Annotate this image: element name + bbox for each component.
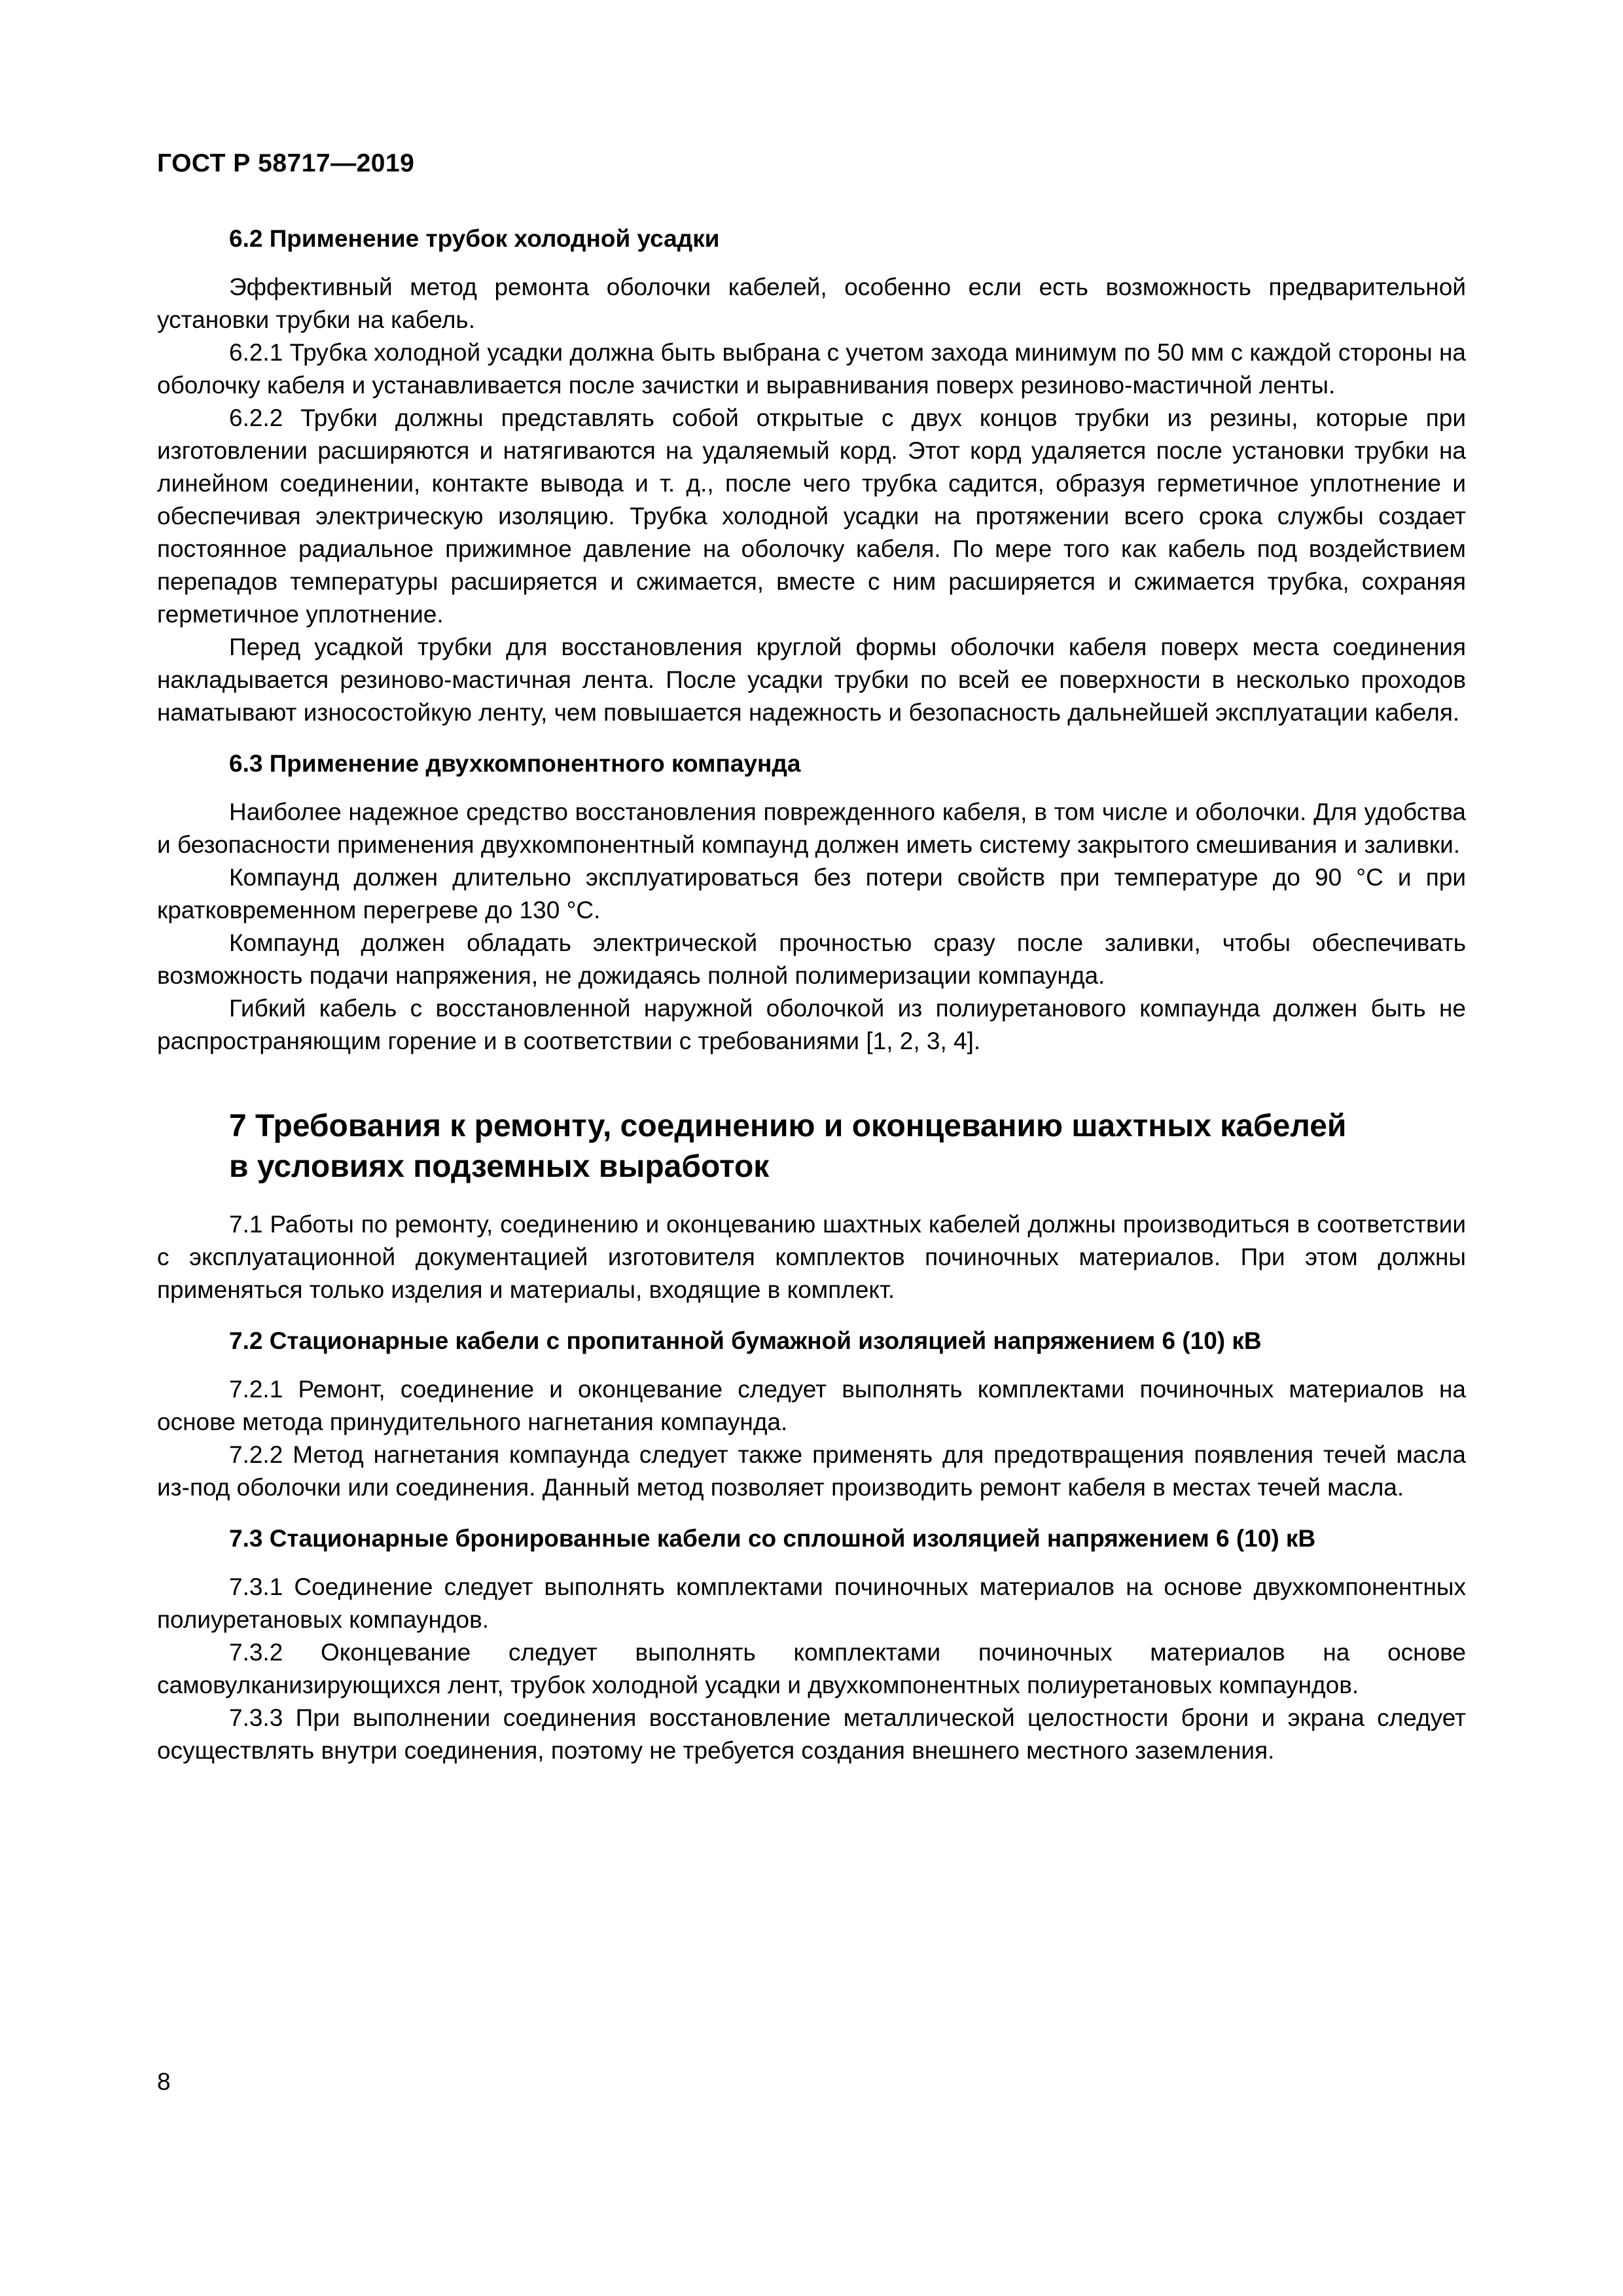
paragraph: 7.2.2 Метод нагнетания компаунда следует также применять для предотвращения появления течей масла из-под оболочки или соединения. Данный метод позволяет производить ремонт кабеля в местах течей масла.: [157, 1441, 1466, 1501]
section-7-3-title: 7.3 Стационарные бронированные кабели со сплошной изоляцией напряжением 6 (10) кВ: [229, 1525, 1316, 1552]
page-number: 8: [157, 2068, 171, 2095]
section-7-2-title: 7.2 Стационарные кабели с пропитанной бумажной изоляцией напряжением 6 (10) кВ: [229, 1327, 1262, 1354]
paragraph: 7.3.3 При выполнении соединения восстановление металлической целостности брони и экрана следует осуществлять внутри соединения, поэтому не требуется создания внешнего местного заземления.: [157, 1704, 1466, 1764]
section-6-3-title: 6.3 Применение двухкомпонентного компаунда: [229, 750, 801, 777]
paragraph: Гибкий кабель с восстановленной наружной оболочкой из полиуретанового компаунда должен быть не распространяющим горение и в соответствии с требованиями [1, 2, 3, 4].: [157, 995, 1466, 1054]
paragraph: 7.3.2 Оконцевание следует выполнять комплектами починочных материалов на основе самовулканизирующихся лент, трубок холодной усадки и двухкомпонентных полиуретановых компаундов.: [157, 1639, 1466, 1698]
section-6-2-title: 6.2 Применение трубок холодной усадки: [229, 225, 720, 252]
section-7-title-line2: в условиях подземных выработок: [229, 1149, 770, 1184]
paragraph: 6.2.2 Трубки должны представлять собой открытые с двух концов трубки из резины, которые при изготовлении расширяются и натягиваются на удаляемый корд. Этот корд удаляется после установки трубки на линейном соединении, контакте вывода и т. д., после чего трубка садится, образуя герметичное уплотнение и обеспечивая электрическую изоляцию. Трубка холодной усадки на протяжении всего срока службы создает постоянное радиальное прижимное давление на оболочку кабеля. По мере того как кабель под воздействием перепадов температуры расширяется и сжимается, вместе с ним расширяется и сжимается трубка, сохраняя герметичное уплотнение.: [157, 404, 1466, 628]
paragraph: Компаунд должен длительно эксплуатироваться без потери свойств при температуре до 90 °С и при кратковременном перегреве до 130 °С.: [157, 864, 1466, 924]
section-7-title-line1: 7 Требования к ремонту, соединению и оконцеванию шахтных кабелей: [229, 1109, 1347, 1143]
paragraph: Перед усадкой трубки для восстановления круглой формы оболочки кабеля поверх места соединения накладывается резиново-мастичная лента. После усадки трубки по всей ее поверхности в несколько проходов наматывают износостойкую ленту, чем повышается надежность и безопасность дальнейшей эксплуатации кабеля.: [157, 634, 1466, 726]
paragraph: 7.2.1 Ремонт, соединение и оконцевание следует выполнять комплектами починочных материалов на основе метода принудительного нагнетания компаунда.: [157, 1376, 1466, 1435]
document-body: [157, 223, 1466, 1767]
paragraph: 7.1 Работы по ремонту, соединению и оконцеванию шахтных кабелей должны производиться в соответствии с эксплуатационной документацией изготовителя комплектов починочных материалов. При этом должны применяться только изделия и материалы, входящие в комплект.: [157, 1211, 1466, 1303]
document-header: ГОСТ Р 58717—2019: [157, 149, 415, 177]
paragraph: Наиболее надежное средство восстановления поврежденного кабеля, в том числе и оболочки. Для удобства и безопасности применения двухкомпонентный компаунд должен иметь систему закрытого смешивания и заливки.: [157, 798, 1466, 858]
paragraph: 6.2.1 Трубка холодной усадки должна быть выбрана с учетом захода минимум по 50 мм с каждой стороны на оболочку кабеля и устанавливается после зачистки и выравнивания поверх резиново-мастичной ленты.: [157, 339, 1466, 399]
paragraph: Компаунд должен обладать электрической прочностью сразу после заливки, чтобы обеспечивать возможность подачи напряжения, не дожидаясь полной полимеризации компаунда.: [157, 929, 1466, 989]
paragraph: Эффективный метод ремонта оболочки кабелей, особенно если есть возможность предварительной установки трубки на кабель.: [157, 274, 1466, 333]
section-7-title: [157, 1106, 1466, 1187]
paragraph: 7.3.1 Соединение следует выполнять комплектами починочных материалов на основе двухкомпонентных полиуретановых компаундов.: [157, 1573, 1466, 1633]
